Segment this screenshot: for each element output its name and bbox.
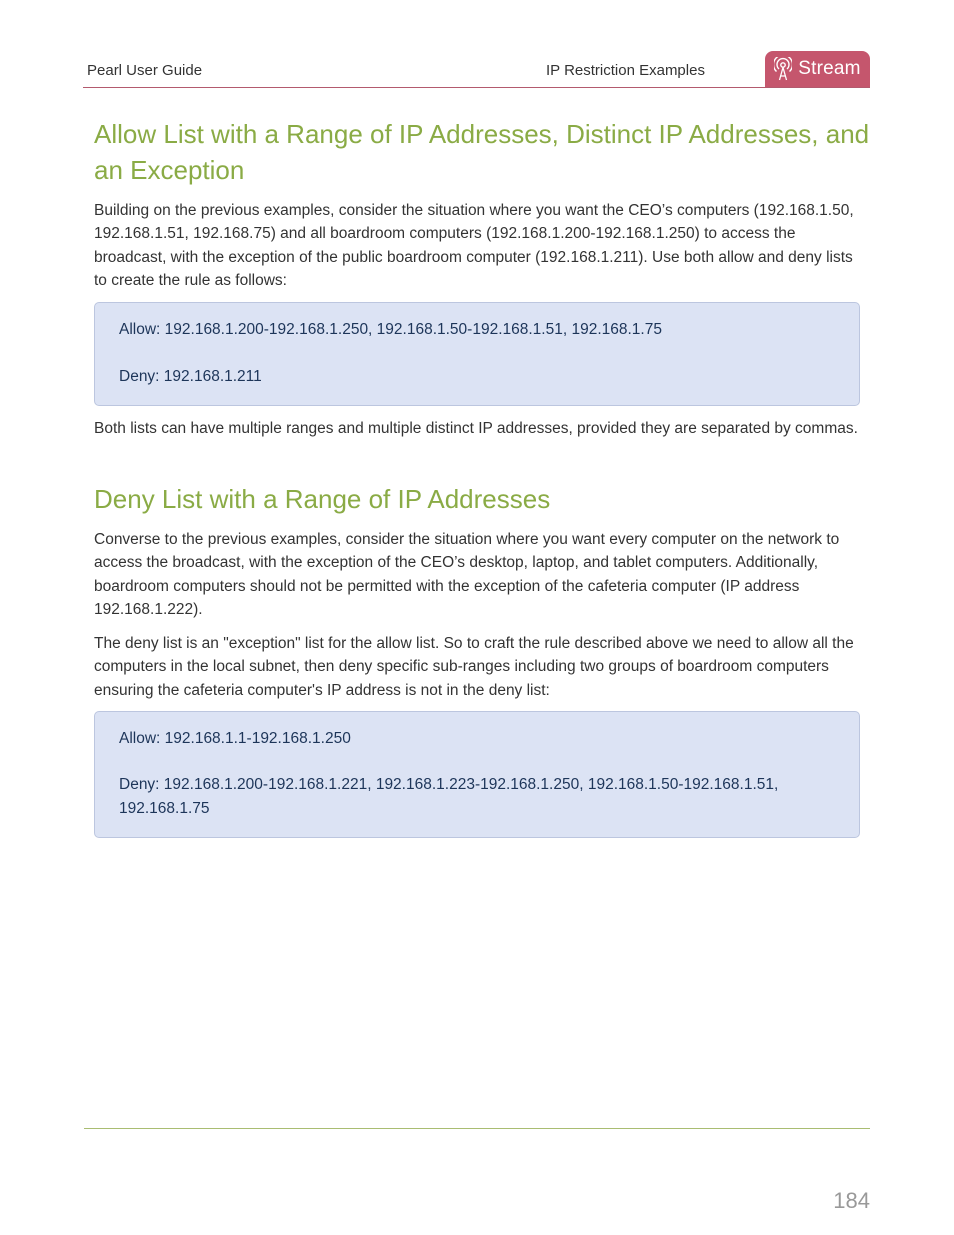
page-header	[83, 50, 870, 88]
code-allow-line: Allow: 192.168.1.200-192.168.1.250, 192.168.1.50-192.168.1.51, 192.168.1.75	[119, 321, 662, 338]
code-example-deny-ranges	[94, 711, 860, 838]
code-allow-line: Allow: 192.168.1.1-192.168.1.250	[119, 730, 351, 747]
brand-label: Stream	[798, 58, 861, 79]
deny-list-intro: Converse to the previous examples, consider the situation where you want every computer on the network to access the broadcast, with the exception of the CEO’s desktop, laptop, and tablet computers. Additionally, boardroom computers should not be permitted with the exception of the cafeteria computer (IP address 192.168.1.222).	[94, 531, 840, 618]
page-number: 184	[833, 1188, 870, 1213]
section-title: IP Restriction Examples	[546, 62, 705, 79]
section-heading-deny-list: Deny List with a Range of IP Addresses	[94, 484, 551, 514]
guide-title: Pearl User Guide	[87, 62, 203, 79]
code-example-allow-deny	[94, 302, 860, 406]
deny-list-explanation: The deny list is an "exception" list for the allow list. So to craft the rule described above we need to allow all the computers in the local subnet, then deny specific sub-ranges including two groups of boardroom computers ensuring the cafeteria computer's IP address is not in the deny list:	[94, 635, 854, 699]
allow-list-intro: Building on the previous examples, consider the situation where you want the CEO’s computers (192.168.1.50, 192.168.1.51, 192.168.75) and all boardroom computers (192.168.1.200-192.168.1.250) to access the broadcast, with the exception of the public boardroom computer (192.168.1.211). Use both allow and deny lists to create the rule as follows:	[94, 202, 854, 289]
stream-brand-badge	[765, 51, 870, 87]
code-deny-line: Deny: 192.168.1.211	[119, 368, 262, 385]
lists-note: Both lists can have multiple ranges and multiple distinct IP addresses, provided they are separated by commas.	[94, 420, 858, 437]
code-deny-line: Deny: 192.168.1.200-192.168.1.221, 192.168.1.223-192.168.1.250, 192.168.1.50-192.168.1.51, 192.168.1.75	[119, 776, 779, 817]
footer-divider	[84, 1128, 870, 1129]
section-heading-allow-list: Allow List with a Range of IP Addresses, Distinct IP Addresses, and an Exception	[94, 119, 870, 185]
broadcast-tower-icon	[774, 57, 792, 81]
